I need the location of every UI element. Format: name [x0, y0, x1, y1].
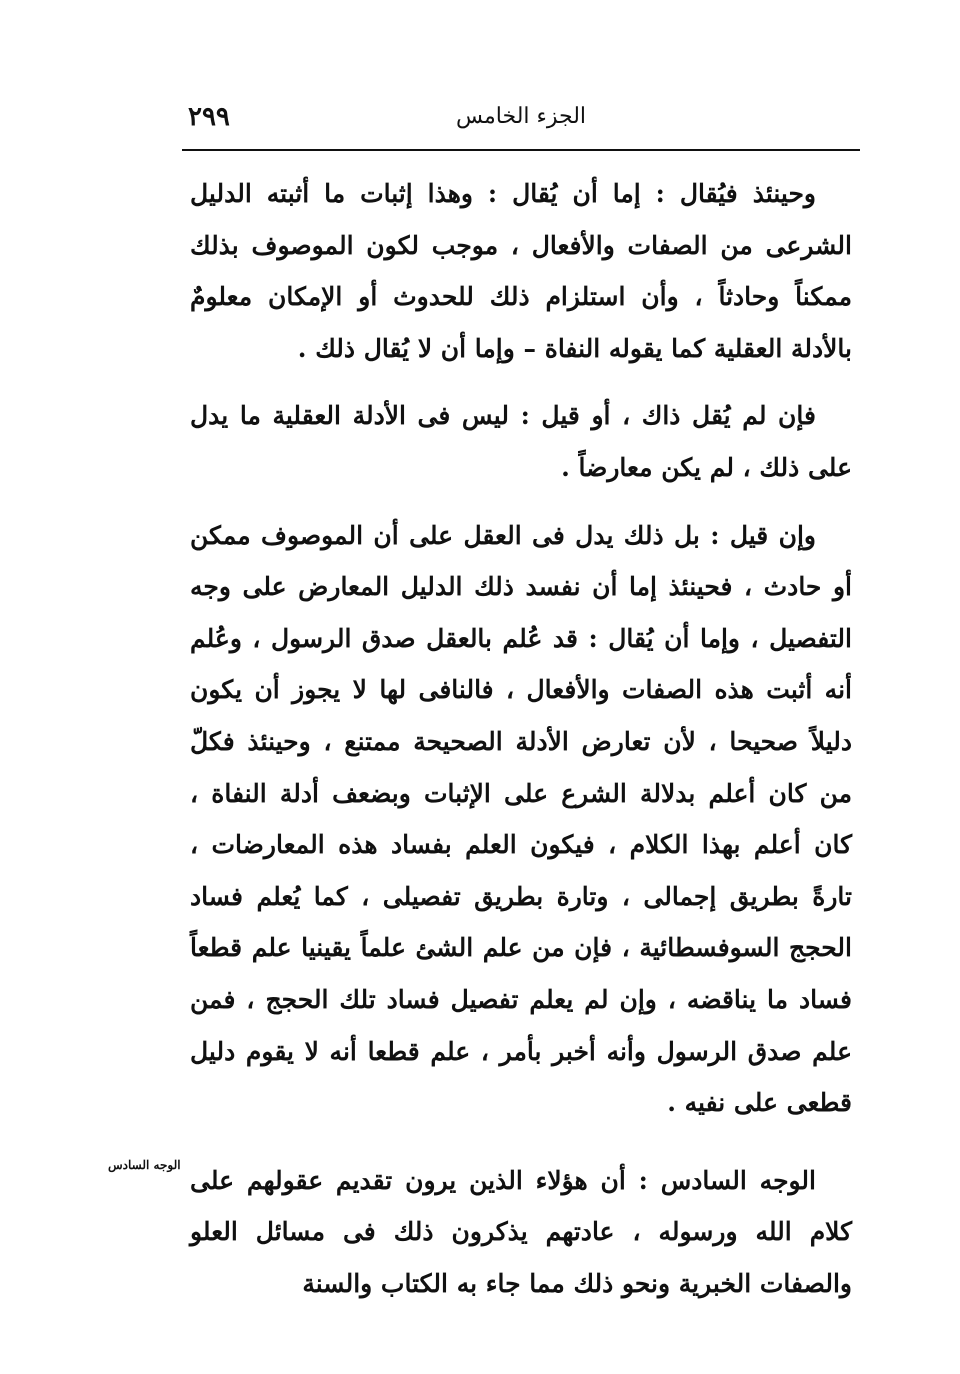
body-text — [190, 168, 852, 1325]
paragraph-3: وإن قيل : بل ذلك يدل فى العقل على أن الموصوف ممكن أو حادث ، فحينئذ إما أن نفسد ذلك الدليل المعارض على وجه التفصيل ، وإما أن يُقال : قد عُلم بالعقل صدق الرسول ، وعُلم أنه أثبت هذه الصفات والأفعال ، فالنافى لها لا يجوز أن يكون دليلاً صحيحا ، لأن تعارض الأدلة الصحيحة ممتنع ، وحينئذ فكلّ من كان أعلم بدلالة الشرع على الإثبات وبضعف أدلة النفاة ، كان أعلم بهذا الكلام ، فيكون العلم بفساد هذه المعارضات ، تارةً بطريق إجمالى ، وتارة بطريق تفصيلى ، كما يُعلم فساد الحجج السوفسطائية ، فإن من علم الشئ علماً يقينيا علم قطعاً فساد ما يناقضه ، وإن لم يعلم تفصيل فساد تلك الحجج ، فمن علم صدق الرسول وأنه أخبر بأمر ، علم قطعا أنه لا يقوم دليل قطعى على نفيه . — [190, 520, 852, 1118]
page-number: ٢٩٩ — [188, 102, 230, 132]
header-rule — [182, 149, 860, 151]
paragraph-1: وحينئذ فيُقال : إما أن يُقال : وهذا إثبات ما أثبته الدليل الشرعى من الصفات والأفعال ، موجب لكون الموصوف بذلك ممكناً وحادثاً ، وأن استلزام ذلك للحدوث أو الإمكان معلومٌ بالأدلة العقلية كما يقوله النفاة – وإما أن لا يُقال ذلك . — [190, 179, 852, 363]
section-heading: الوجه السادس — [660, 1165, 816, 1195]
section-text: : أن هؤلاء الذين يرون تقديم عقولهم على كلام الله ورسوله ، عادتهم يذكرون ذلك فى مسائل العلو والصفات الخبرية ونحو ذلك مما جاء به الكتاب والسنة — [190, 1165, 852, 1298]
running-header — [182, 100, 860, 144]
section-paragraph — [190, 1155, 852, 1310]
header-title: الجزء الخامس — [455, 104, 587, 129]
margin-note: الوجه السادس — [108, 1158, 181, 1172]
paragraph-2: فإن لم يُقل ذاك ، أو قيل : ليس فى الأدلة العقلية ما يدل على ذلك ، لم يكن معارضاً . — [190, 401, 852, 482]
